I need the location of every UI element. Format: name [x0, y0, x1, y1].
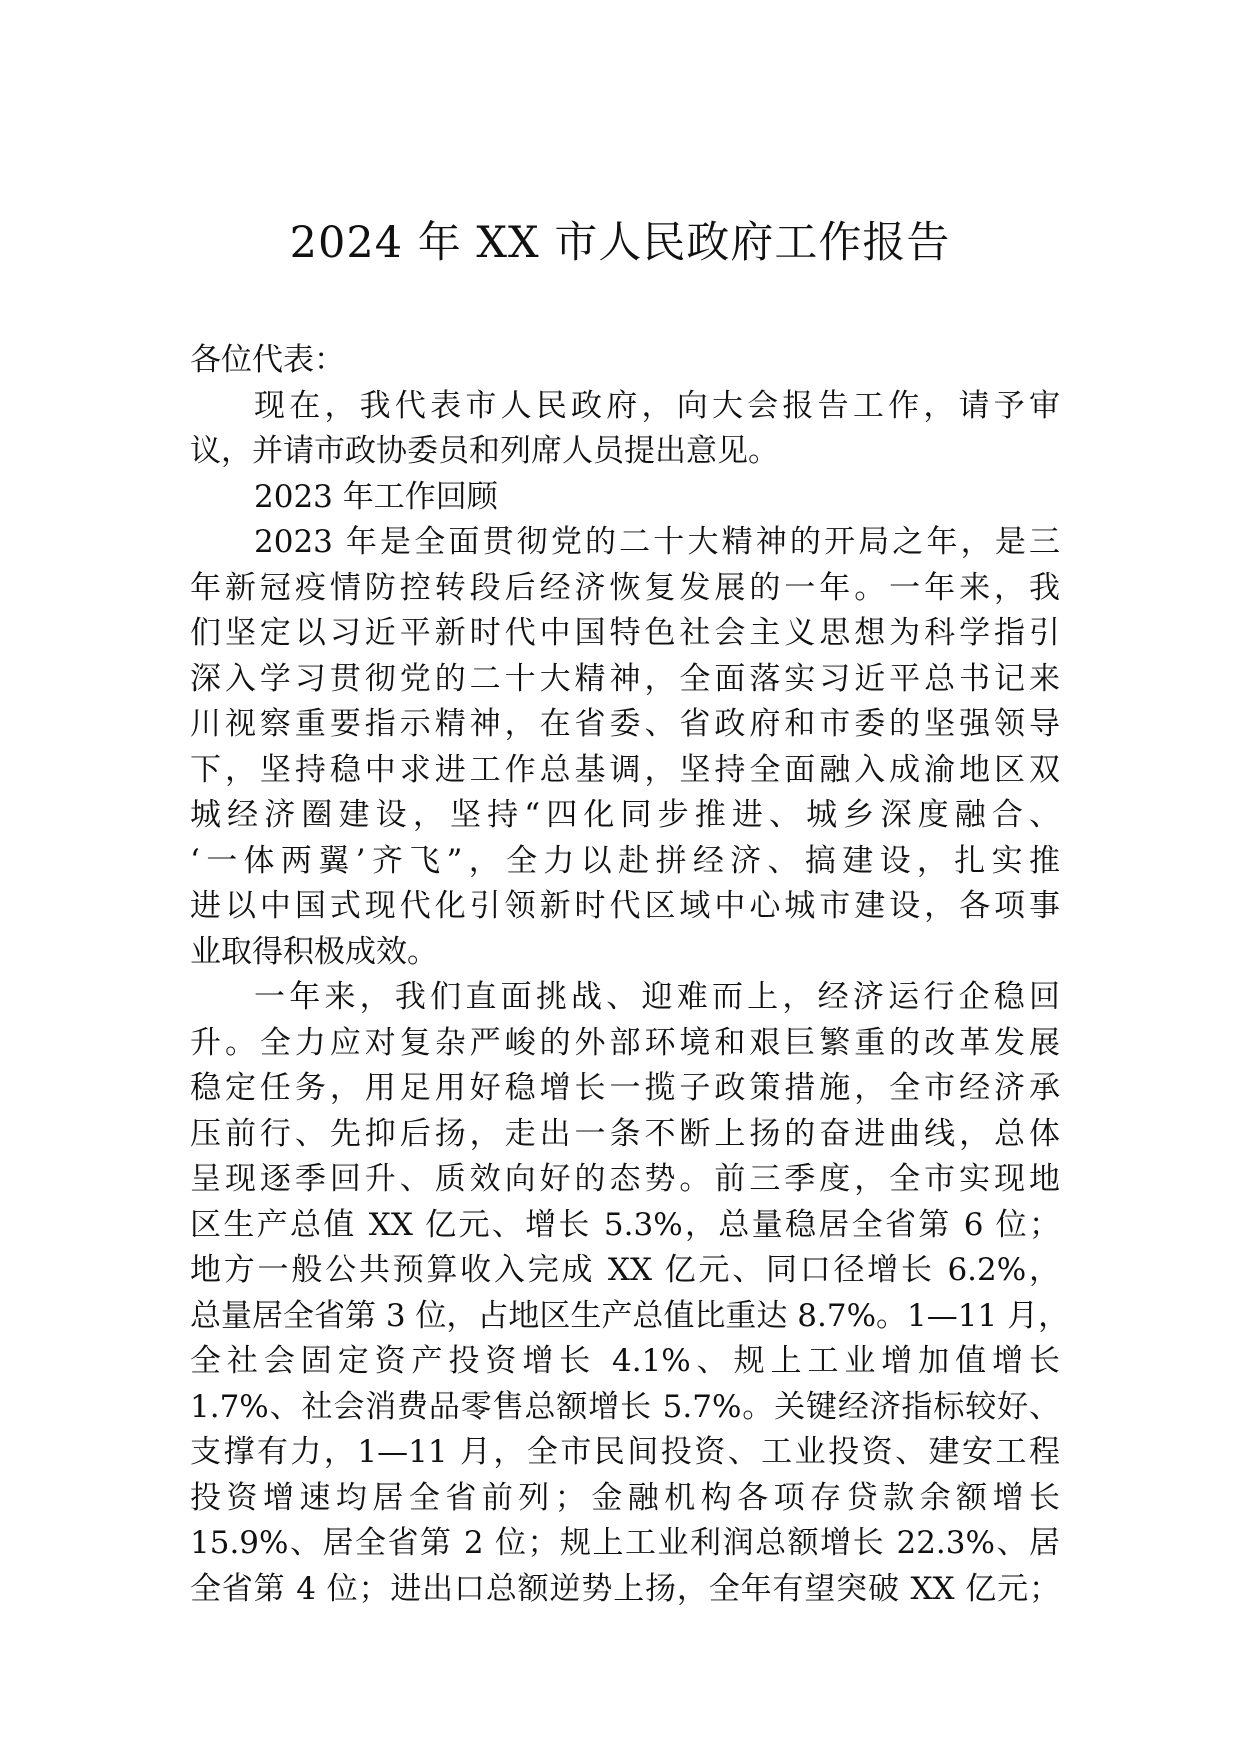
paragraph-line: 地方一般公共预算收入完成 XX 亿元、同口径增长 6.2%，: [190, 1252, 1060, 1288]
paragraph-line: 现在，我代表市人民政府，向大会报告工作，请予审: [254, 387, 1060, 424]
paragraph-line: 城经济圈建设，坚持“四化同步推进、城乡深度融合、: [190, 797, 1060, 833]
paragraph-line: ‘一体两翼’齐飞”，全力以赴拼经济、搞建设，扎实推: [190, 842, 1060, 879]
paragraph-line: 全省第 4 位；进出口总额逆势上扬，全年有望突破 XX 亿元；: [190, 1570, 1060, 1607]
paragraph-line: 年新冠疫情防控转段后经济恢复发展的一年。一年来，我: [190, 569, 1060, 606]
document-body: [190, 338, 1070, 1612]
paragraph-line: 呈现逐季回升、质效向好的态势。前三季度，全市实现地: [190, 1161, 1060, 1197]
paragraph-line: 业取得积极成效。: [190, 933, 438, 970]
paragraph-line: 1.7%、社会消费品零售总额增长 5.7%。关键经济指标较好、: [190, 1388, 1060, 1425]
paragraph-line: 15.9%、居全省第 2 位；规上工业利润总额增长 22.3%、居: [190, 1525, 1060, 1561]
paragraph-line: 总量居全省第 3 位，占地区生产总值比重达 8.7%。1—11 月，: [190, 1297, 1070, 1334]
paragraph-line: 们坚定以习近平新时代中国特色社会主义思想为科学指引: [190, 615, 1060, 651]
paragraph-line: 支撑有力，1—11 月，全市民间投资、工业投资、建安工程: [190, 1434, 1060, 1470]
paragraph-line: 各位代表：: [190, 342, 345, 378]
section-heading: 2023 年工作回顾: [254, 478, 498, 515]
paragraph-line: 压前行、先抑后扬，走出一条不断上扬的奋进曲线，总体: [190, 1115, 1060, 1152]
paragraph-line: 一年来，我们直面挑战、迎难而上，经济运行企稳回: [254, 979, 1060, 1015]
paragraph-line: 2023 年是全面贯彻党的二十大精神的开局之年，是三: [254, 524, 1060, 560]
paragraph-line: 下，坚持稳中求进工作总基调，坚持全面融入成渝地区双: [190, 751, 1060, 788]
paragraph-line: 投资增速均居全省前列；金融机构各项存贷款余额增长: [190, 1479, 1060, 1516]
paragraph-line: 议，并请市政协委员和列席人员提出意见。: [190, 433, 779, 469]
paragraph-line: 川视察重要指示精神，在省委、省政府和市委的坚强领导: [190, 706, 1060, 742]
paragraph-line: 区生产总值 XX 亿元、增长 5.3%，总量稳居全省第 6 位；: [190, 1206, 1060, 1243]
paragraph-line: 深入学习贯彻党的二十大精神，全面落实习近平总书记来: [190, 660, 1060, 697]
paragraph-line: 全社会固定资产投资增长 4.1%、规上工业增加值增长: [190, 1343, 1060, 1379]
paragraph-line: 稳定任务，用足用好稳增长一揽子政策措施，全市经济承: [190, 1070, 1060, 1106]
document-title: 2024 年 XX 市人民政府工作报告: [289, 218, 951, 268]
paragraph-line: 升。全力应对复杂严峻的外部环境和艰巨繁重的改革发展: [190, 1024, 1060, 1061]
paragraph-line: 进以中国式现代化引领新时代区域中心城市建设，各项事: [190, 888, 1060, 924]
